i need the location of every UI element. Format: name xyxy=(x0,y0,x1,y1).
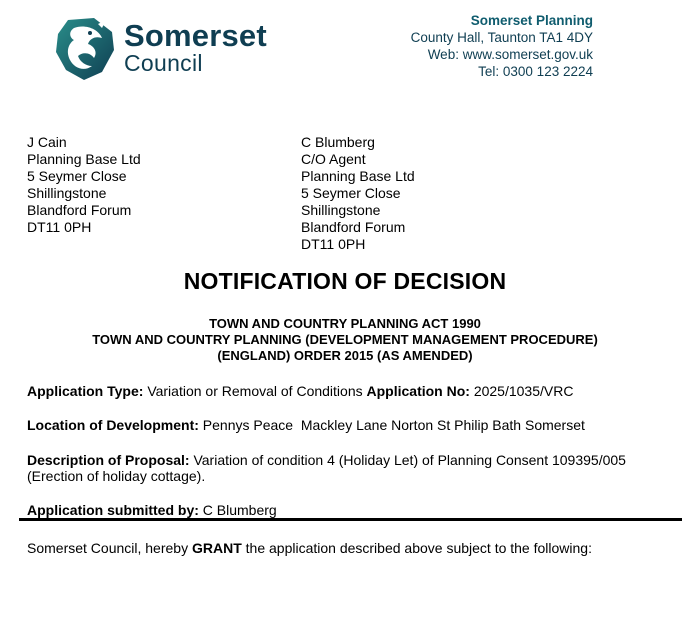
contact-block xyxy=(411,12,593,80)
address-line: Blandford Forum xyxy=(301,219,406,235)
description-row xyxy=(27,452,667,484)
submitted-row xyxy=(27,502,667,518)
submitted-label: Application submitted by: xyxy=(27,502,199,518)
address-line: J Cain xyxy=(27,134,67,150)
divider xyxy=(19,518,682,521)
grant-statement xyxy=(27,540,592,556)
act-line: (ENGLAND) ORDER 2015 (AS AMENDED) xyxy=(217,348,473,363)
address-line: 5 Seymer Close xyxy=(27,168,127,184)
location-row xyxy=(27,417,667,433)
application-type-row xyxy=(27,383,667,399)
contact-org: Somerset Planning xyxy=(470,13,593,28)
notice-title: NOTIFICATION OF DECISION xyxy=(183,268,507,294)
contact-address: County Hall, Taunton TA1 4DY xyxy=(410,30,593,45)
grant-pre: Somerset Council, hereby xyxy=(27,540,192,556)
address-line: Blandford Forum xyxy=(27,202,132,218)
logo-sub: Council xyxy=(124,50,203,76)
address-line: Shillingstone xyxy=(27,185,107,201)
submitted-value: C Blumberg xyxy=(202,502,277,518)
address-line: 5 Seymer Close xyxy=(301,185,401,201)
act-line: TOWN AND COUNTRY PLANNING (DEVELOPMENT MANAGEMENT PROCEDURE) xyxy=(92,332,598,347)
act-line: TOWN AND COUNTRY PLANNING ACT 1990 xyxy=(209,316,481,331)
legislation-heading xyxy=(0,316,690,364)
council-logo xyxy=(54,16,270,82)
description-value: Variation of condition 4 (Holiday Let) of Planning Consent 109395/005 (Erection of holiday cottage). xyxy=(27,452,626,484)
address-line: DT11 0PH xyxy=(27,219,92,235)
application-type-value: Variation or Removal of Conditions xyxy=(147,383,363,399)
application-type-label: Application Type: xyxy=(27,383,144,399)
dragon-shield-icon xyxy=(54,16,118,82)
location-value: Pennys Peace Mackley Lane Norton St Philip Bath Somerset xyxy=(202,417,585,433)
contact-web: Web: www.somerset.gov.uk xyxy=(427,47,593,62)
location-label: Location of Development: xyxy=(27,417,199,433)
address-line: Planning Base Ltd xyxy=(301,168,415,184)
address-line: Planning Base Ltd xyxy=(27,151,141,167)
grant-post: the application described above subject to the following: xyxy=(241,540,592,556)
logo-name: Somerset xyxy=(124,18,267,53)
application-no-value: 2025/1035/VRC xyxy=(473,383,574,399)
agent-address xyxy=(27,134,141,236)
address-line: C Blumberg xyxy=(301,134,375,150)
address-line: DT11 0PH xyxy=(301,236,366,252)
contact-tel: Tel: 0300 123 2224 xyxy=(478,64,593,79)
application-no-label: Application No: xyxy=(366,383,470,399)
applicant-address xyxy=(301,134,415,253)
address-line: Shillingstone xyxy=(301,202,381,218)
grant-decision: GRANT xyxy=(191,540,242,556)
address-line: C/O Agent xyxy=(301,151,366,167)
description-label: Description of Proposal: xyxy=(27,452,190,468)
